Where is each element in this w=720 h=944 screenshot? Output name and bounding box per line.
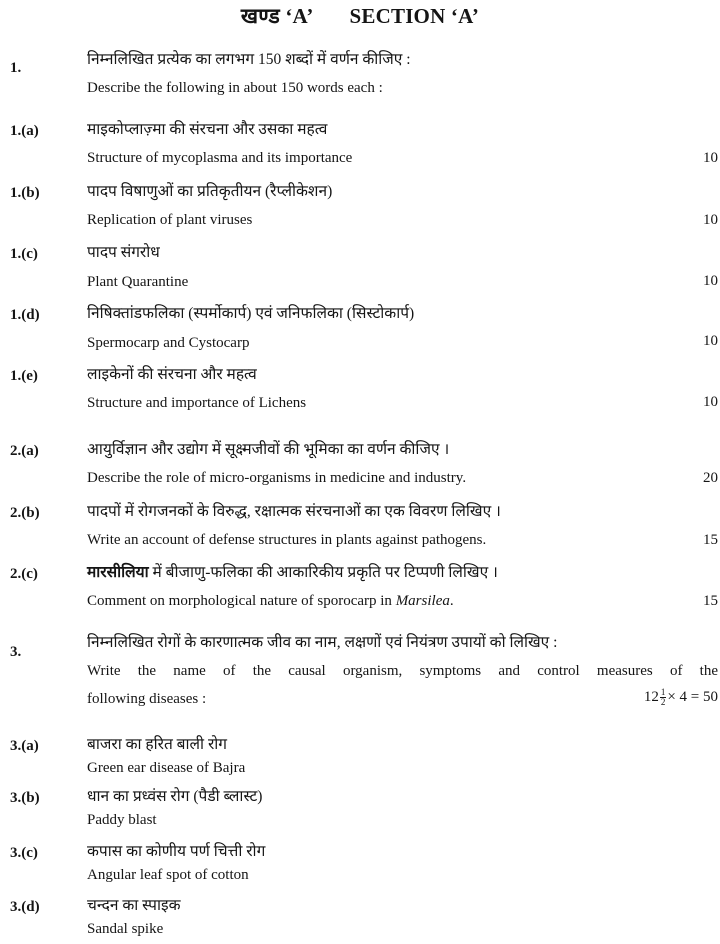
question-number: 3.(b)	[10, 790, 40, 806]
marks-fraction: $\frac{1}{2}$	[660, 687, 666, 708]
question-number: 2.(c)	[10, 566, 38, 582]
question-marks: 20	[703, 470, 718, 486]
question-english: Angular leaf spot of cotton	[87, 867, 249, 883]
question-number: 3.	[10, 644, 22, 660]
question-number: 1.(d)	[10, 307, 40, 323]
question-hindi: आयुर्विज्ञान और उद्योग में सूक्ष्मजीवों की भूमिका का वर्णन कीजिए ।	[87, 441, 450, 458]
question-number: 2.(a)	[10, 443, 39, 459]
question-marks: 15	[703, 532, 718, 548]
question-english: Green ear disease of Bajra	[87, 760, 246, 776]
question-hindi: निम्नलिखित रोगों के कारणात्मक जीव का नाम, लक्षणों एवं नियंत्रण उपायों को लिखिए :	[87, 634, 558, 651]
question-hindi: चन्दन का स्पाइक	[87, 897, 181, 914]
question-hindi: निम्नलिखित प्रत्येक का लगभग 150 शब्दों में वर्णन कीजिए :	[87, 51, 411, 68]
question-number: 1.(a)	[10, 123, 39, 139]
question-hindi: माइकोप्लाज़्मा की संरचना और उसका महत्व	[87, 121, 328, 138]
question-marks: 10	[703, 150, 718, 166]
question-marks: 12 $\frac{1}{2}$ × 4 = 50	[643, 687, 718, 708]
question-hindi: पादप विषाणुओं का प्रतिकृतीयन (रैप्लीकेशन)	[87, 183, 333, 200]
question-english-line-1: Write the name of the causal organism, symptoms and control measures of the	[87, 663, 718, 679]
question-hindi: मारसीलिया में बीजाणु-फलिका की आकारिकीय प्रकृति पर टिप्पणी लिखिए ।	[87, 564, 498, 581]
question-english: Replication of plant viruses	[87, 212, 253, 228]
question-number: 1.(e)	[10, 368, 38, 384]
question-number: 2.(b)	[10, 505, 40, 521]
question-marks: 10	[703, 212, 718, 228]
question-english: Write an account of defense structures in plants against pathogens.	[87, 532, 487, 548]
question-english: Structure and importance of Lichens	[87, 395, 307, 411]
question-number: 3.(d)	[10, 899, 40, 915]
question-english: Paddy blast	[87, 812, 157, 828]
term-marsilea-hindi: मारसीलिया	[87, 564, 149, 581]
question-english: Structure of mycoplasma and its importance	[87, 150, 353, 166]
question-number: 1.	[10, 60, 22, 76]
question-number: 3.(c)	[10, 845, 38, 861]
question-english: Describe the role of micro-organisms in medicine and industry.	[87, 470, 467, 486]
question-marks: 10	[703, 394, 718, 410]
question-hindi: धान का प्रध्वंस रोग (पैडी ब्लास्ट)	[87, 788, 263, 805]
question-hindi: पादप संगरोध	[87, 244, 160, 261]
question-english: Comment on morphological nature of sporocarp in Marsilea.	[87, 593, 454, 609]
section-title	[0, 2, 720, 30]
question-english-line-2: following diseases :	[87, 691, 207, 707]
question-hindi: लाइकेनों की संरचना और महत्व	[87, 366, 257, 383]
question-number: 3.(a)	[10, 738, 39, 754]
question-hindi: कपास का कोणीय पर्ण चित्ती रोग	[87, 843, 266, 860]
question-hindi: निषिक्तांडफलिका (स्पर्मोकार्प) एवं जनिफलिका (सिस्टोकार्प)	[87, 305, 415, 322]
term-marsilea: Marsilea	[395, 593, 450, 609]
question-english: Describe the following in about 150 words each :	[87, 80, 383, 96]
question-hindi: बाजरा का हरित बाली रोग	[87, 736, 228, 753]
section-title-english: SECTION ‘A’	[349, 4, 480, 28]
question-marks: 15	[703, 593, 718, 609]
section-title-hindi: खण्ड ‘A’	[240, 4, 314, 28]
question-english: Spermocarp and Cystocarp	[87, 335, 250, 351]
question-english: Plant Quarantine	[87, 274, 189, 290]
question-number: 1.(c)	[10, 246, 38, 262]
question-number: 1.(b)	[10, 185, 40, 201]
question-english: Sandal spike	[87, 921, 164, 937]
question-marks: 10	[703, 333, 718, 349]
question-hindi: पादपों में रोगजनकों के विरुद्ध, रक्षात्मक संरचनाओं का एक विवरण लिखिए ।	[87, 503, 501, 520]
question-marks: 10	[703, 273, 718, 289]
